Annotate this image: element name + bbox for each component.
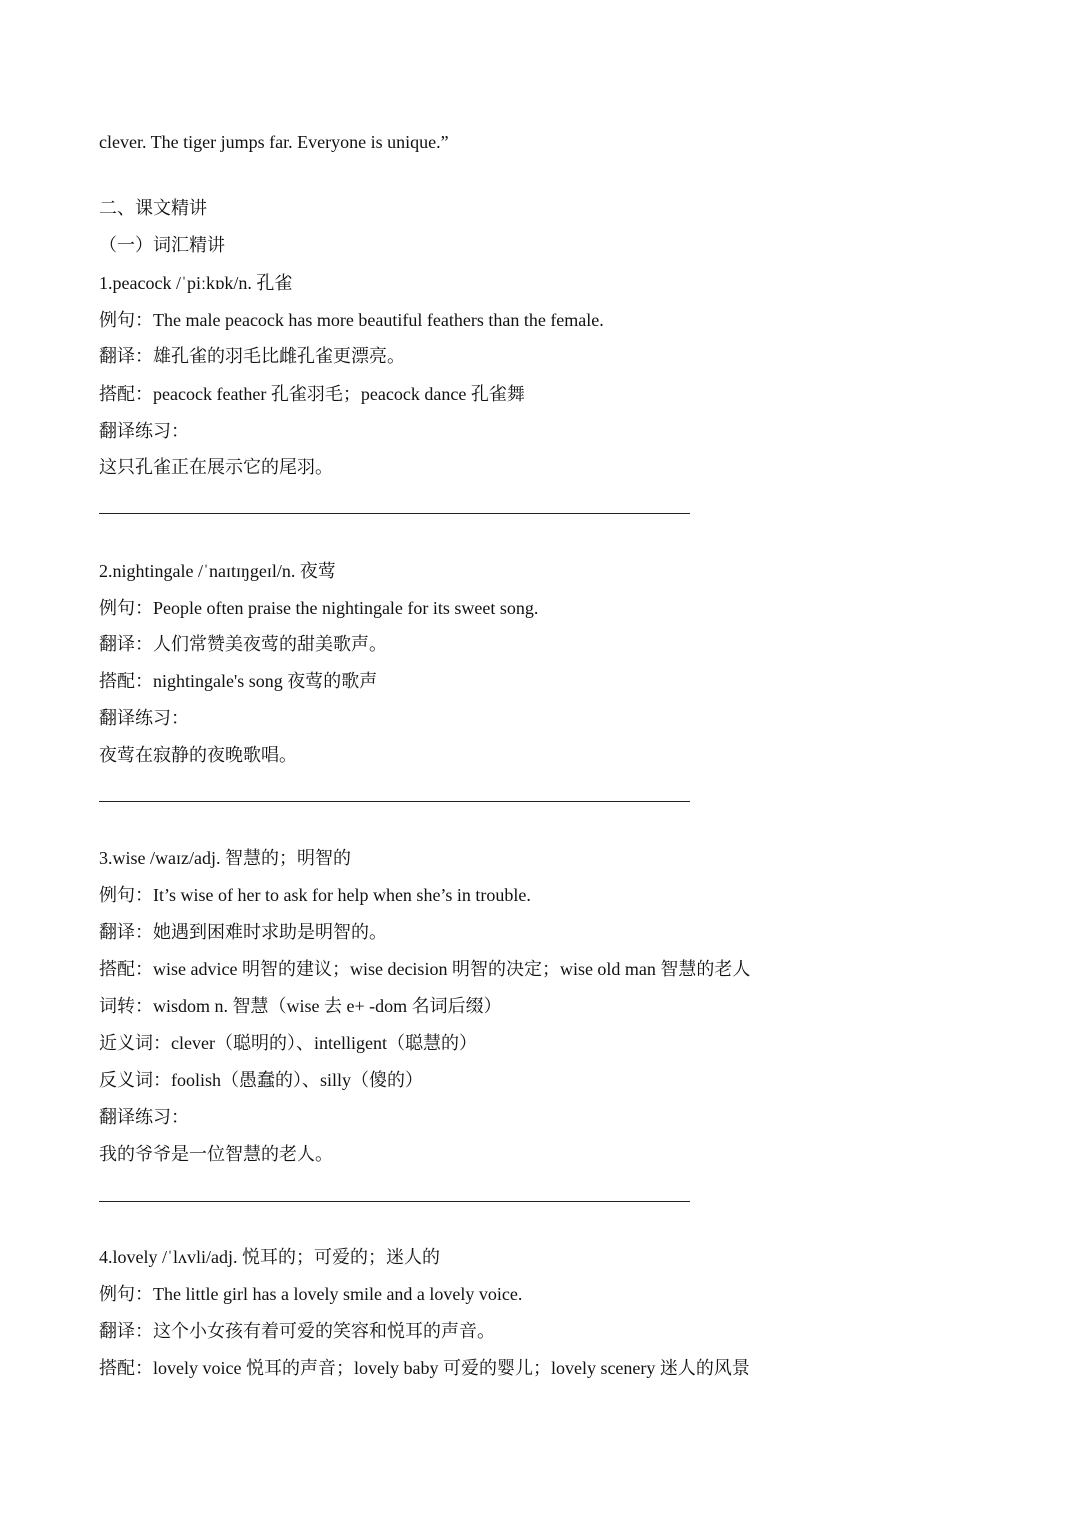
entry-collocation: 搭配：peacock feather 孔雀羽毛；peacock dance 孔雀舞 [99,384,525,404]
entry-collocation: 搭配：wise advice 明智的建议；wise decision 明智的决定；wise old man 智慧的老人 [99,959,751,979]
answer-line[interactable] [99,513,690,514]
exercise-prompt: 这只孔雀正在展示它的尾羽。 [99,457,333,477]
entry-derivation: 词转：wisdom n. 智慧（wise 去 e+ -dom 名词后缀） [99,996,502,1016]
entry-headword: 3.wise /waɪz/adj. 智慧的；明智的 [99,848,351,868]
entry-synonyms: 近义词：clever（聪明的）、intelligent（聪慧的） [99,1033,477,1053]
exercise-label: 翻译练习： [99,421,189,441]
entry-collocation: 搭配：lovely voice 悦耳的声音；lovely baby 可爱的婴儿；lovely scenery 迷人的风景 [99,1358,750,1378]
entry-headword: 2.nightingale /ˈnaɪtɪŋgeɪl/n. 夜莺 [99,561,336,581]
entry-antonyms: 反义词：foolish（愚蠢的）、silly（傻的） [99,1070,424,1090]
answer-line[interactable] [99,801,690,802]
entry-headword: 1.peacock /ˈpiːkɒk/n. 孔雀 [99,273,293,293]
exercise-prompt: 夜莺在寂静的夜晚歌唱。 [99,745,297,765]
entry-translation: 翻译：雄孔雀的羽毛比雌孔雀更漂亮。 [99,346,405,366]
entry-example: 例句：The male peacock has more beautiful feathers than the female. [99,310,604,330]
entry-translation: 翻译：她遇到困难时求助是明智的。 [99,922,387,942]
entry-example: 例句：The little girl has a lovely smile and a lovely voice. [99,1284,523,1304]
entry-headword: 4.lovely /ˈlʌvli/adj. 悦耳的；可爱的；迷人的 [99,1247,440,1267]
entry-example: 例句：People often praise the nightingale for its sweet song. [99,598,539,618]
answer-line[interactable] [99,1201,690,1202]
section-heading: 二、课文精讲 [99,198,207,218]
entry-translation: 翻译：这个小女孩有着可爱的笑容和悦耳的声音。 [99,1321,495,1341]
exercise-label: 翻译练习： [99,1107,189,1127]
intro-continuation: clever. The tiger jumps far. Everyone is unique.” [99,132,449,152]
entry-translation: 翻译：人们常赞美夜莺的甜美歌声。 [99,634,387,654]
exercise-prompt: 我的爷爷是一位智慧的老人。 [99,1144,333,1164]
section-subheading: （一）词汇精讲 [99,235,225,255]
exercise-label: 翻译练习： [99,708,189,728]
entry-example: 例句：It’s wise of her to ask for help when she’s in trouble. [99,885,531,905]
entry-collocation: 搭配：nightingale's song 夜莺的歌声 [99,671,378,691]
